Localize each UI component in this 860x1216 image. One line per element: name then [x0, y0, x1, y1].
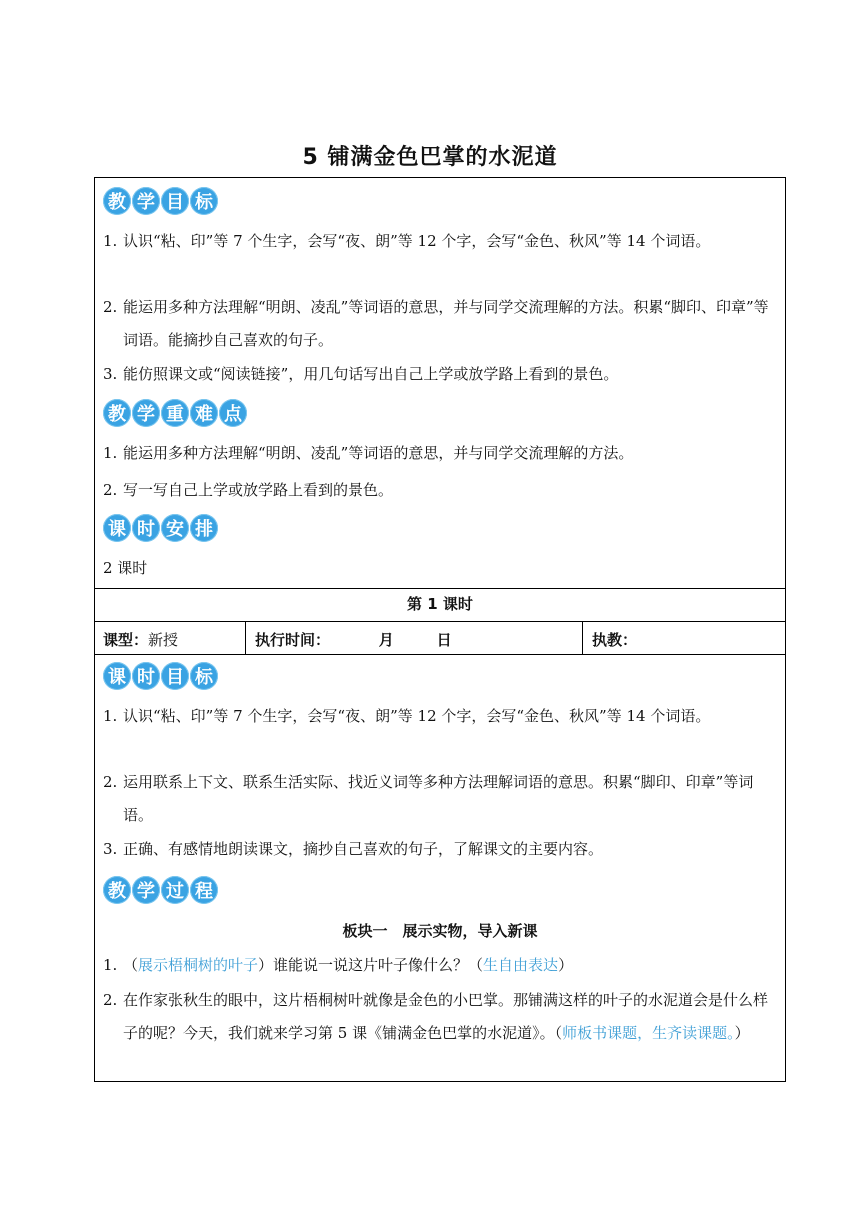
page-title: 5 铺满金色巴掌的水泥道 — [302, 145, 558, 170]
teacher-field: 执教： — [592, 631, 638, 649]
process-item: 1. （展示梧桐树的叶子）谁能说一说这片叶子像什么？（生自由表达） — [103, 956, 574, 974]
section-badge-schedule: 课 时 安 排 — [103, 514, 218, 542]
execution-time: 执行时间： 月 日 — [255, 631, 452, 649]
lesson-header: 第 1 课时 — [407, 595, 473, 613]
section-badge-teaching-goals: 教 学 目 标 — [103, 187, 218, 215]
block-title: 板块一 展示实物，导入新课 — [342, 922, 538, 940]
section-badge-lesson-goals: 课 时 目 标 — [103, 662, 218, 690]
key-point-item: 1. 能运用多种方法理解“明朗、凌乱”等词语的意思，并与同学交流理解的方法。 — [103, 444, 634, 462]
lesson-goal-item: 1. 认识“粘、印”等 7 个生字，会写“夜、朗”等 12 个字，会写“金色、秋风”等 14 个词语。 — [103, 707, 711, 725]
schedule-text: 2 课时 — [103, 559, 148, 577]
lesson-type: 课型：新授 — [103, 631, 179, 649]
process-item: 2. 在作家张秋生的眼中，这片梧桐树叶就像是金色的小巴掌。那铺满这样的叶子的水泥道会是什么样子的呢？今天，我们就来学习第 5 课《铺满金色巴掌的水泥道》。（师板书课题，生齐读课题。） — [103, 991, 769, 1042]
lesson-goal-item: 3. 正确、有感情地朗读课文，摘抄自己喜欢的句子，了解课文的主要内容。 — [103, 840, 604, 858]
key-point-item: 2. 写一写自己上学或放学路上看到的景色。 — [103, 481, 394, 499]
lesson-plan-table — [94, 177, 786, 1082]
goal-item: 1. 认识“粘、印”等 7 个生字，会写“夜、朗”等 12 个字，会写“金色、秋风”等 14 个词语。 — [103, 232, 711, 250]
section-badge-teaching-process: 教 学 过 程 — [103, 876, 218, 904]
goal-item: 3. 能仿照课文或“阅读链接”，用几句话写出自己上学或放学路上看到的景色。 — [103, 365, 619, 383]
goal-item: 2. 能运用多种方法理解“明朗、凌乱”等词语的意思，并与同学交流理解的方法。积累“脚印、印章”等词语。能摘抄自己喜欢的句子。 — [103, 298, 769, 349]
lesson-goal-item: 2. 运用联系上下文、联系生活实际、找近义词等多种方法理解词语的意思。积累“脚印、印章”等词语。 — [103, 773, 754, 824]
section-badge-key-points: 教 学 重 难 点 — [103, 399, 247, 427]
